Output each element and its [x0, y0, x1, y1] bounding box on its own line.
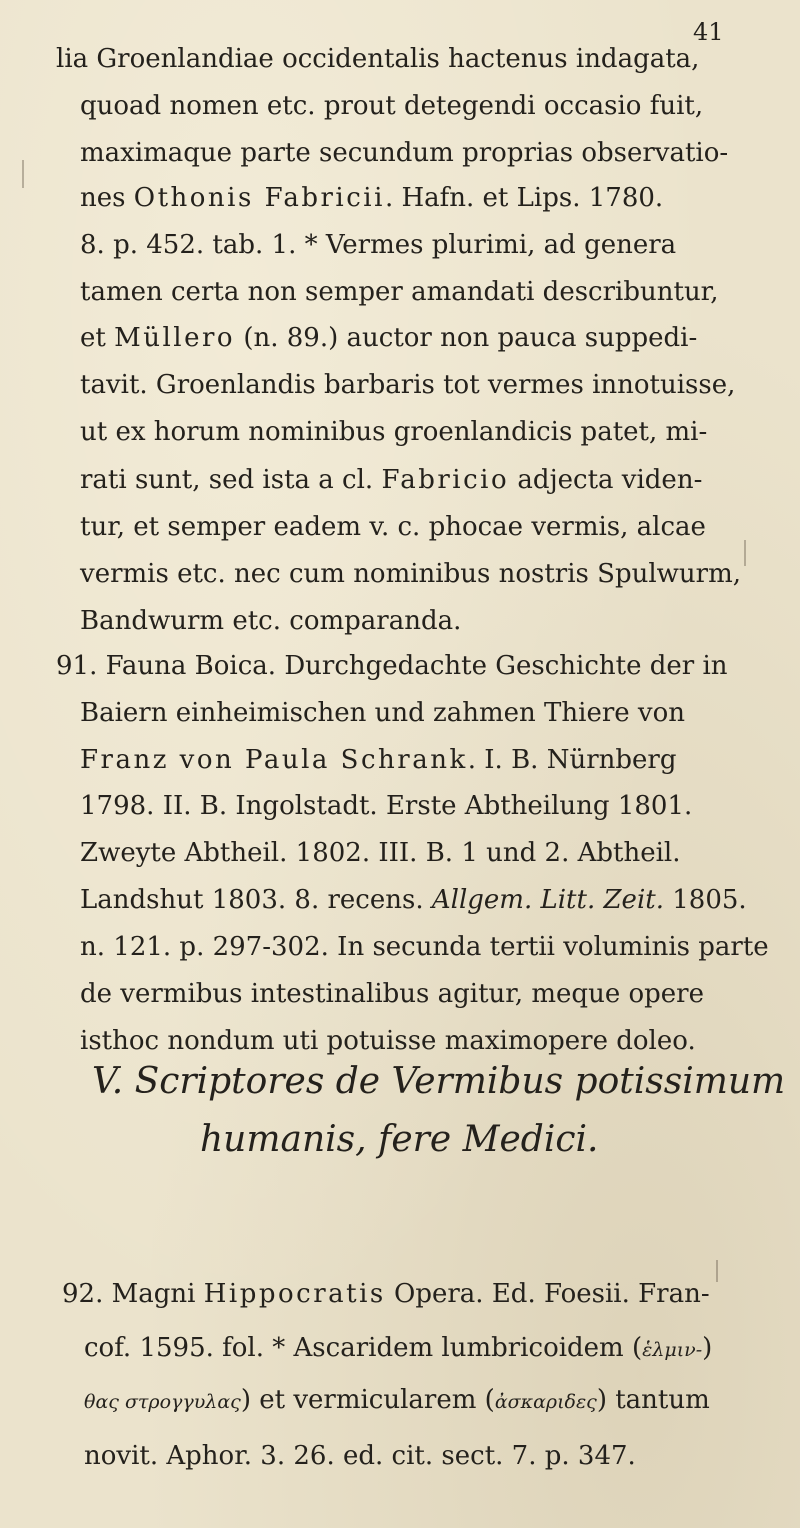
text-segment: ) — [702, 1333, 713, 1363]
text-segment: 8. p. 452. tab. 1. * Vermes plurimi, ad genera — [80, 229, 677, 260]
body-line — [80, 90, 703, 122]
body-line — [80, 369, 735, 401]
margin-mark — [744, 540, 746, 566]
body-line — [56, 43, 699, 75]
margin-mark — [716, 1260, 718, 1282]
text-segment: 91. Fauna Boica. Durchgedachte Geschichte der in — [56, 651, 728, 682]
text-segment: rati sunt, sed ista a cl. — [80, 465, 382, 496]
body-line — [80, 978, 704, 1010]
body-line — [80, 558, 741, 590]
text-segment: maximaque parte secundum proprias observatio- — [80, 137, 729, 168]
text-segment: ἑλμιν- — [642, 1339, 703, 1361]
text-segment: tur, et semper eadem v. c. phocae vermis, alcae — [80, 512, 706, 543]
text-segment: Bandwurm etc. comparanda. — [80, 605, 462, 636]
text-segment: . I. B. Nürnberg — [467, 744, 677, 775]
text-segment: Franz von Paula Schrank — [80, 744, 468, 775]
margin-mark — [22, 160, 24, 188]
text-segment: vermis etc. nec cum nominibus nostris Spulwurm, — [80, 559, 742, 590]
body-line — [80, 276, 719, 308]
text-segment: θας στρογγυλας — [84, 1391, 241, 1413]
text-segment: isthoc nondum uti potuisse maximopere doleo. — [80, 1025, 696, 1056]
entry-line — [84, 1332, 712, 1366]
body-line — [80, 931, 769, 963]
text-segment: ut ex horum nominibus groenlandicis patet, mi- — [80, 416, 708, 447]
body-line — [80, 182, 663, 214]
entry-line — [62, 1278, 710, 1310]
text-segment: Othonis Fabricii — [133, 182, 385, 213]
body-line — [56, 650, 728, 682]
text-segment: ) et vermicularem ( — [240, 1385, 495, 1415]
text-segment: de vermibus intestinalibus agitur, meque opere — [80, 978, 704, 1009]
text-segment: quoad nomen etc. prout detegendi occasio fuit, — [80, 90, 704, 121]
section-heading-line2: humanis, fere Medici. — [200, 1119, 599, 1160]
text-segment: nes — [80, 182, 134, 213]
body-line — [80, 511, 706, 543]
text-segment: occidentalis hactenus indagata, — [273, 44, 700, 75]
text-segment: lia — [56, 44, 97, 75]
section-heading-line1: V. Scriptores de Vermibus potissimum — [92, 1061, 786, 1102]
body-line — [80, 884, 747, 916]
body-line — [80, 416, 707, 448]
text-segment: 92. Magni — [62, 1279, 204, 1309]
text-segment: n. 121. p. 297-302. In secunda tertii voluminis parte — [80, 931, 769, 962]
text-segment: Opera. Ed. Foesii. Fran- — [385, 1279, 710, 1309]
text-segment: Hippocratis — [203, 1279, 386, 1309]
page-number: 41 — [693, 18, 724, 46]
text-segment: cof. 1595. fol. * Ascaridem lumbricoidem ( — [84, 1333, 643, 1363]
body-line — [80, 605, 461, 637]
text-segment: Zweyte Abtheil. 1802. III. B. 1 und 2. Abtheil. — [80, 838, 681, 869]
text-segment: tavit. Groenlandis barbaris tot vermes innotuisse, — [80, 370, 736, 401]
entry-line — [84, 1384, 710, 1418]
text-segment: (n. 89.) auctor non pauca suppedi- — [235, 323, 698, 354]
body-line — [80, 229, 676, 261]
text-segment: Baiern einheimischen und zahmen Thiere von — [80, 697, 686, 728]
body-line — [80, 744, 676, 776]
text-segment: et — [80, 323, 115, 354]
text-segment: Landshut 1803. 8. recens. — [80, 885, 432, 916]
body-line — [80, 790, 692, 822]
body-line — [80, 837, 681, 869]
text-segment: 1798. II. B. Ingolstadt. Erste Abtheilung 1801. — [80, 791, 693, 822]
text-segment: . Hafn. et Lips. 1780. — [384, 182, 664, 213]
text-segment: tamen certa non semper amandati describuntur, — [80, 276, 719, 307]
text-segment: ἀσκαριδες — [494, 1391, 597, 1413]
text-segment: Groenlandiae — [96, 44, 274, 75]
text-segment: Allgem. Litt. Zeit. — [431, 885, 664, 916]
body-line — [80, 1025, 696, 1057]
body-line — [80, 137, 728, 169]
text-segment: adjecta viden- — [509, 465, 703, 496]
text-segment: ) tantum — [596, 1385, 710, 1415]
body-line — [80, 322, 697, 354]
text-segment: Müllero — [114, 323, 236, 354]
text-segment: novit. Aphor. 3. 26. ed. cit. sect. 7. p. 347. — [84, 1441, 636, 1471]
text-segment: 1805. — [663, 885, 747, 916]
entry-line — [84, 1440, 636, 1472]
body-line — [80, 697, 685, 729]
text-segment: Fabricio — [381, 465, 510, 496]
body-line — [80, 464, 702, 496]
